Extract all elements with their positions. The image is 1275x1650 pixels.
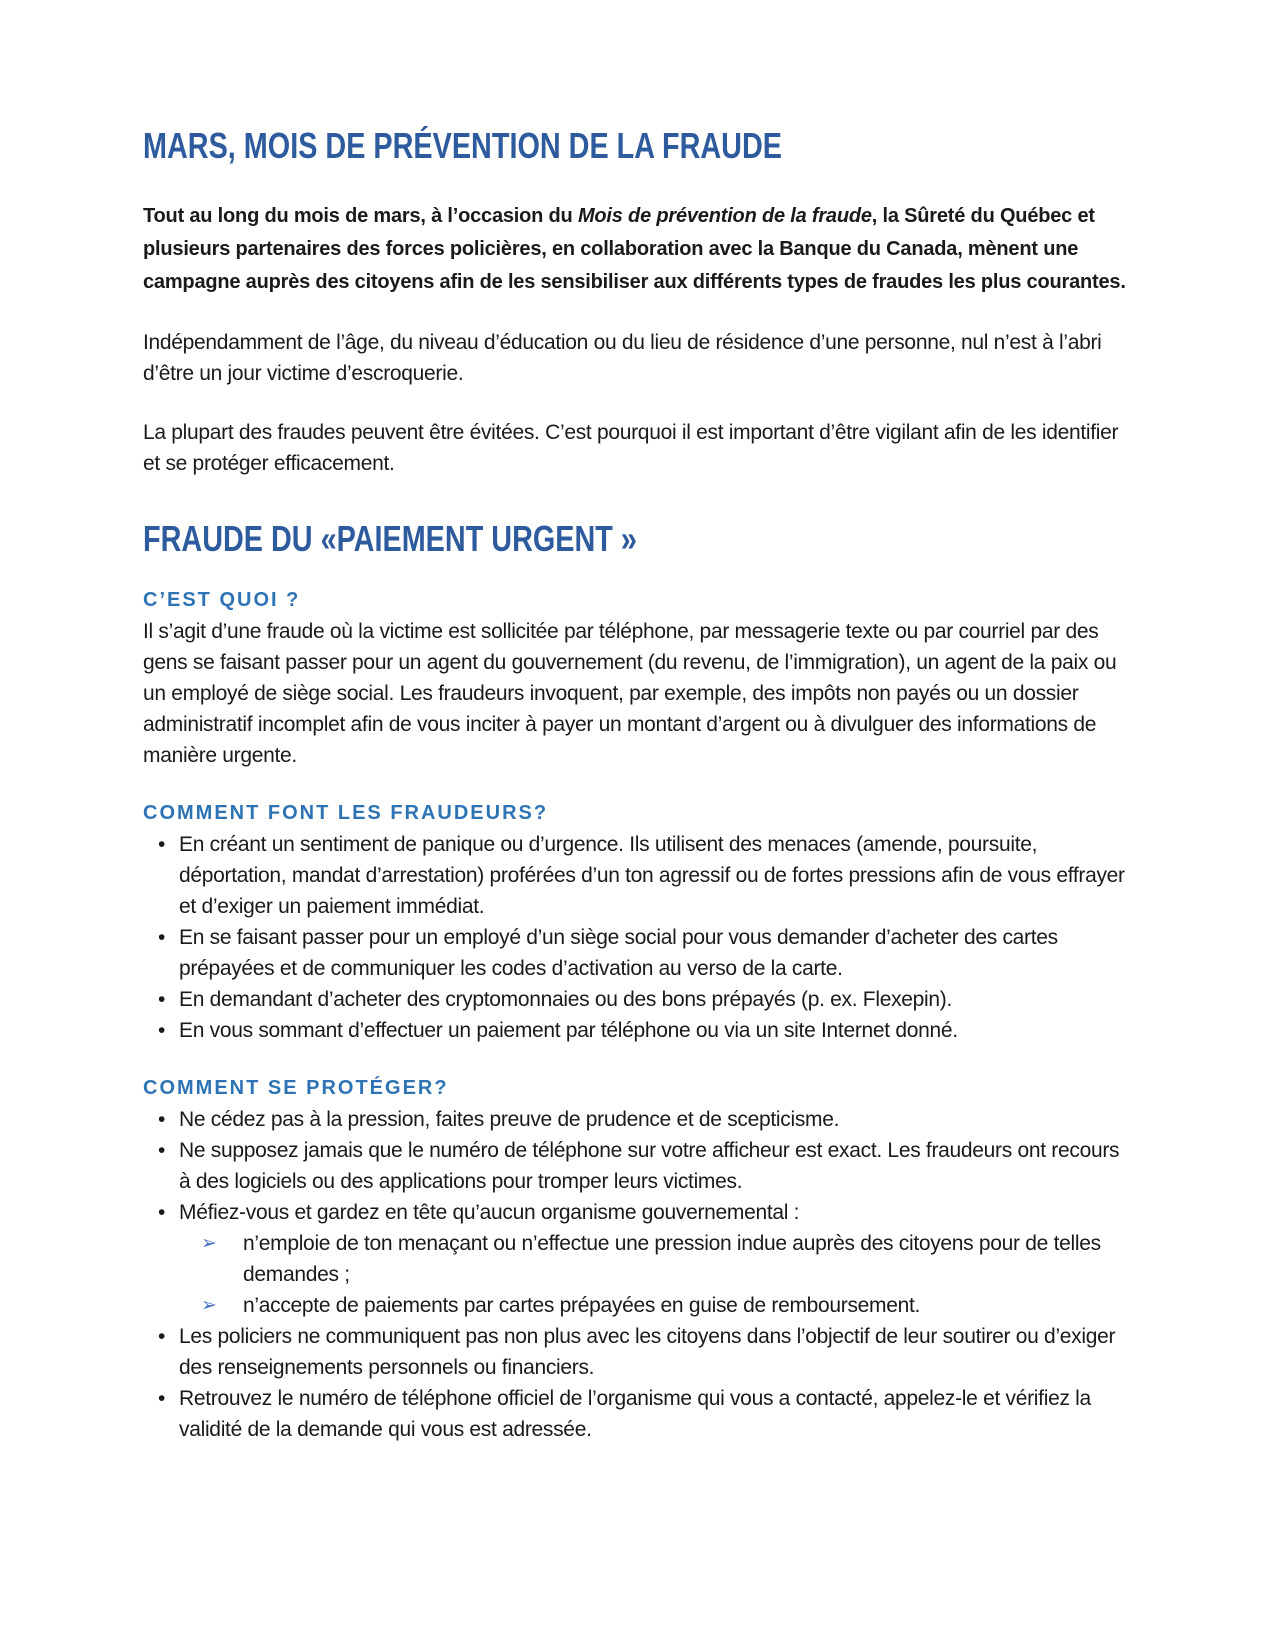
list-item-text: Les policiers ne communiquent pas non plus avec les citoyens dans l’objectif de leur soutirer ou d’exiger des renseignements personnels ou financiers. bbox=[179, 1325, 1116, 1380]
list-item-text: Retrouvez le numéro de téléphone officiel de l’organisme qui vous a contacté, appelez-le et vérifiez la validité de la demande qui vous est adressée. bbox=[179, 1387, 1091, 1442]
subheading-cest-quoi: C’EST QUOI ? bbox=[143, 589, 301, 612]
intro-campaign-name: Mois de prévention de la fraude bbox=[577, 204, 872, 227]
intro-part3: , la Sûreté du Québec et plusieurs partenaires des forces policières, en collaboration avec la Banque du Canada, mènent une campagne auprès des citoyens afin de les sensibiliser aux différents types de fraudes les plus courantes. bbox=[143, 204, 1126, 293]
list-item bbox=[143, 829, 1131, 922]
intro-paragraph bbox=[143, 200, 1131, 299]
list-item bbox=[143, 1015, 1131, 1046]
list-item bbox=[143, 1321, 1131, 1383]
list-item bbox=[143, 922, 1131, 984]
list-item bbox=[143, 1104, 1131, 1135]
list-item bbox=[143, 1383, 1131, 1445]
proteger-bullet-list bbox=[143, 1104, 1131, 1445]
section-title-text: FRAUDE DU «PAIEMENT URGENT » bbox=[143, 517, 637, 559]
bullet-icon: • bbox=[158, 1201, 166, 1225]
list-item bbox=[143, 1135, 1131, 1197]
bullet-icon: • bbox=[158, 1139, 166, 1163]
list-item-text: Méfiez-vous et gardez en tête qu’aucun organisme gouvernemental : bbox=[179, 1201, 800, 1225]
list-item-text: Ne supposez jamais que le numéro de téléphone sur votre afficheur est exact. Les fraudeurs ont recours à des logiciels ou des applications pour tromper leurs victimes. bbox=[179, 1139, 1120, 1194]
fraudeurs-bullet-list bbox=[143, 829, 1131, 1046]
gouvernement-sub-list bbox=[179, 1228, 1131, 1321]
list-item-text: Ne cédez pas à la pression, faites preuve de prudence et de scepticisme. bbox=[179, 1108, 840, 1132]
paragraph-cest-quoi: Il s’agit d’une fraude où la victime est sollicitée par téléphone, par messagerie texte ou par courriel par des gens se faisant passer pour un agent du gouvernement (du revenu, de l’immigration), un agent de la paix ou un employé de siège social. Les fraudeurs invoquent, par exemple, des impôts non payés ou un dossier administratif incomplet afin de vous inciter à payer un montant d’argent ou à divulguer des informations de manière urgente. bbox=[143, 620, 1117, 768]
document-title bbox=[143, 126, 1131, 166]
subheading-comment-font-les-fraudeurs: COMMENT FONT LES FRAUDEURS? bbox=[143, 802, 549, 825]
bullet-icon: • bbox=[158, 833, 166, 857]
list-item-text: En se faisant passer pour un employé d’un siège social pour vous demander d’acheter des cartes prépayées et de communiquer les codes d’activation au verso de la carte. bbox=[179, 926, 1058, 981]
sub-list-item-text: n’emploie de ton menaçant ou n’effectue une pression indue auprès des citoyens pour de telles demandes ; bbox=[243, 1232, 1101, 1287]
sub-list-item bbox=[179, 1290, 1131, 1321]
intro-part1: Tout au long du mois de mars, à l’occasion du bbox=[143, 204, 578, 227]
bullet-icon: • bbox=[158, 1387, 166, 1411]
list-item-text: En créant un sentiment de panique ou d’urgence. Ils utilisent des menaces (amende, poursuite, déportation, mandat d’arrestation) proférées d’un ton agressif ou de fortes pressions afin de vous effrayer et d’exiger un paiement immédiat. bbox=[179, 833, 1125, 919]
document-title-text: MARS, MOIS DE PRÉVENTION DE LA FRAUDE bbox=[143, 125, 782, 166]
arrow-bullet-icon: ➢ bbox=[201, 1295, 217, 1317]
section-title-paiement-urgent bbox=[143, 519, 1131, 559]
list-item bbox=[143, 1197, 1131, 1321]
list-item-text: En vous sommant d’effectuer un paiement par téléphone ou via un site Internet donné. bbox=[179, 1019, 958, 1043]
subheading-comment-se-proteger: COMMENT SE PROTÉGER? bbox=[143, 1077, 449, 1100]
bullet-icon: • bbox=[158, 988, 166, 1012]
bullet-icon: • bbox=[158, 1019, 166, 1043]
paragraph-age: Indépendamment de l’âge, du niveau d’éducation ou du lieu de résidence d’une personne, nul n’est à l’abri d’être un jour victime d’escroquerie. bbox=[143, 330, 1102, 385]
bullet-icon: • bbox=[158, 1108, 166, 1132]
list-item-text: En demandant d’acheter des cryptomonnaies ou des bons prépayés (p. ex. Flexepin). bbox=[179, 988, 953, 1012]
sub-list-item-text: n’accepte de paiements par cartes prépayées en guise de remboursement. bbox=[243, 1294, 921, 1318]
bullet-icon: • bbox=[158, 1325, 166, 1349]
paragraph-vigilance: La plupart des fraudes peuvent être évitées. C’est pourquoi il est important d’être vigilant afin de les identifier et se protéger efficacement. bbox=[143, 420, 1119, 475]
sub-list-item bbox=[179, 1228, 1131, 1290]
list-item bbox=[143, 984, 1131, 1015]
arrow-bullet-icon: ➢ bbox=[201, 1233, 217, 1255]
bullet-icon: • bbox=[158, 926, 166, 950]
